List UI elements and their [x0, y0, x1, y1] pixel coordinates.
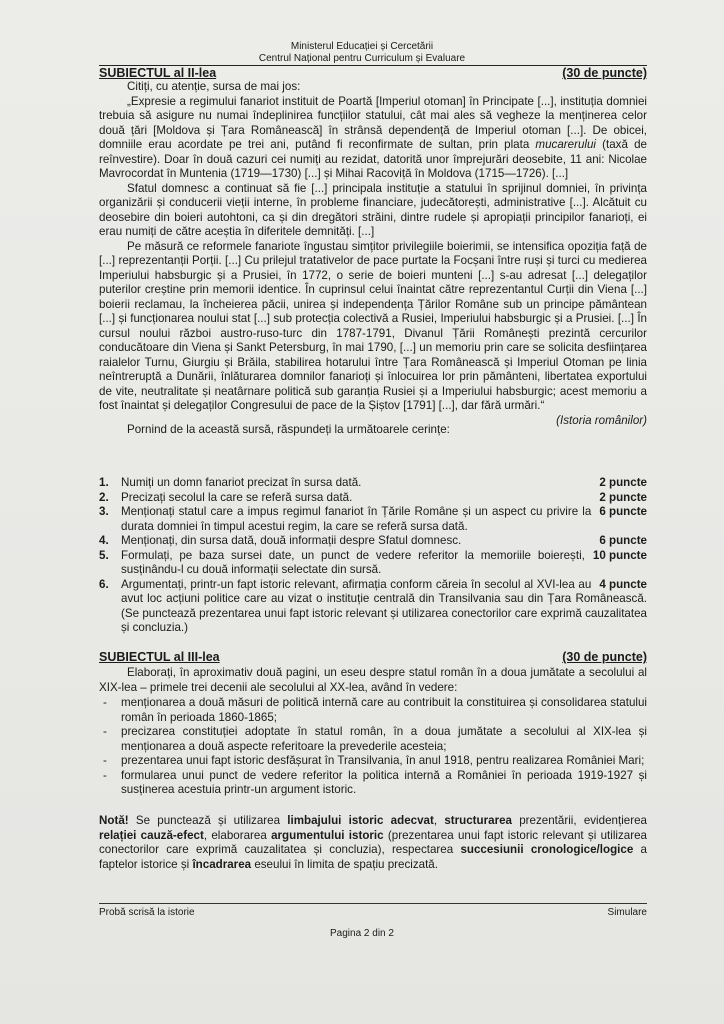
requirement-number: 3. — [99, 505, 109, 518]
requirement-item — [99, 505, 647, 534]
requirement-points: 4 puncte — [599, 577, 647, 591]
essay-bullet-text: prezentarea unui fapt istoric desfășurat în Transilvania, în anul 1918, pentru realizarea României Mari; — [121, 754, 645, 767]
bullet-dash: - — [103, 696, 107, 709]
bullet-dash: - — [103, 725, 107, 738]
essay-bullet-text: menționarea a două măsuri de politică internă care au contribuit la constituirea și consolidarea statului român în perioada 1860-1865; — [121, 696, 647, 724]
essay-intro: Elaborați, în aproximativ două pagini, un eseu despre statul român în a doua jumătate a secolului al XIX-lea – primele trei decenii ale secolului al XX-lea, având în vedere: — [99, 666, 647, 694]
center-header: Centrul Național pentru Curriculum și Evaluare — [258, 53, 466, 64]
source-text — [99, 80, 647, 437]
subject-3-points: (30 de puncte) — [562, 650, 647, 664]
requirement-points: 6 puncte — [599, 534, 647, 547]
requirement-number: 4. — [99, 534, 109, 547]
requirement-points: 10 puncte — [592, 548, 647, 562]
requirement-number: 5. — [99, 548, 109, 562]
bullet-dash: - — [103, 754, 107, 767]
instruction: Citiți, cu atenție, sursa de mai jos: — [127, 80, 301, 93]
requirement-item — [99, 549, 647, 578]
requirement-number: 2. — [99, 490, 109, 504]
requirement-points: 2 puncte — [599, 476, 647, 489]
footer-session: Simulare — [607, 907, 647, 918]
requirement-text: Argumentați, printr-un fapt istoric relevant, afirmația conform căreia în secolul al XVI-lea au avut loc acțiuni politice care au vizat o instituție centrală din Transilvania sau din Țara Românească. (Se punctează prezentarea unui fapt istoric relevant și utilizarea conectorilor care exprimă cauzalitatea și concluzia.) — [121, 577, 647, 634]
nota-label: Notă! — [99, 814, 129, 827]
requirement-text: Menționați, din sursa dată, două informații despre Sfatul domnesc. — [121, 534, 462, 547]
subject-2-title: SUBIECTUL al II-lea — [99, 66, 217, 80]
requirement-text: Formulați, pe baza sursei date, un punct de vedere referitor la memoriile boierești, susținându-l cu două informații selectate din sursă. — [121, 548, 585, 576]
requirement-item — [99, 578, 647, 636]
source-paragraph-1: „Expresie a regimului fanariot instituit de Poartă [Imperiul otoman] în Principate [...], instituția domniei trebuia să asigure nu numai îndeplinirea funcțiilor statului, cât mai ales să vegheze la menținerea celor două țări [Moldova și Țara Românească] în strânsă dependență de Imperiul otoman [...]. De obicei, domniile erau acordate pe trei ani, putând fi reconfirmate de sultan, prin plata mucarerului (taxă de reînvestire). Doar în două cazuri cei numiți au rezidat, datorită unor împrejurări deosebite, 11 ani: Nicolae Mavrocordat în Muntenia (1719—1730) [...] și Mihai Racoviță în Moldova (1715—1726). [...] — [99, 94, 647, 180]
essay-requirements — [99, 696, 647, 798]
essay-bullet-text: precizarea constituției adoptate în statul român, în a doua jumătate a secolului al XIX-lea și menționarea a două aspecte referitoare la prevederile acesteia; — [121, 725, 647, 753]
subject-2-title-row — [99, 66, 647, 80]
source-attribution: (Istoria românilor) — [556, 413, 647, 427]
requirement-item — [99, 476, 647, 491]
requirement-text: Precizați secolul la care se referă sursa dată. — [121, 490, 353, 504]
requirement-text: Numiți un domn fanariot precizat în sursa dată. — [121, 476, 362, 489]
requirement-item — [99, 491, 647, 506]
requirement-number: 6. — [99, 577, 109, 591]
requirement-points: 2 puncte — [599, 490, 647, 504]
source-paragraph-2: Sfatul domnesc a continuat să fie [...] principala instituție a statului în sprijinul domniei, în privința organizării și conducerii vieții interne, în probleme financiare, judecătorești, administrative [...]. Alcătuit cu deosebire din boieri autohtoni, ca și din dregători străini, dintre rudele și apropiații principilor fanarioți, ei erau numiți de către aceștia în diferitele demnități. [...] — [99, 181, 647, 238]
requirement-points: 6 puncte — [599, 505, 647, 518]
ministry-header: Ministerul Educației și Cercetării — [290, 41, 434, 52]
footer-exam-name: Probă scrisă la istorie — [99, 907, 195, 918]
nota-paragraph: Notă! Se punctează și utilizarea limbajului istoric adecvat, structurarea prezentării, evidențierea relației cauză-efect, elaborarea argumentului istoric (prezentarea unui fapt istoric relevant și utilizarea conectorilor care exprimă cauzalitatea și concluzia), respectarea succesiunii cronologice/logice a faptelor istorice și încadrarea eseului în limita de spațiu precizată. — [99, 814, 647, 871]
requirements-list — [99, 476, 647, 636]
subject-3-title: SUBIECTUL al III-lea — [99, 650, 220, 664]
requirement-text: Menționați statul care a impus regimul fanariot în Țările Române și un aspect cu privire la durata domniei în timpul acestui regim, la care se referă sursa dată. — [121, 505, 592, 533]
mucarer-term: mucarerului — [535, 138, 596, 151]
subject-3-title-row — [99, 650, 647, 664]
essay-bullet — [99, 769, 647, 798]
subject-2-points: (30 de puncte) — [562, 66, 647, 80]
prompt: Pornind de la această sursă, răspundeți la următoarele cerințe: — [127, 422, 450, 436]
page-number: Pagina 2 din 2 — [330, 928, 394, 939]
requirement-number: 1. — [99, 476, 109, 489]
essay-bullet — [99, 725, 647, 754]
requirement-item — [99, 534, 647, 549]
bullet-dash: - — [103, 768, 107, 782]
essay-bullet — [99, 754, 647, 769]
essay-bullet — [99, 696, 647, 725]
footer-rule — [99, 903, 647, 904]
source-paragraph-3: Pe măsură ce reformele fanariote îngustau simțitor privilegiile boierimii, se intensifica opoziția față de [...] reprezentanții Porții. [...] Cu prilejul tratativelor de pace purtate la Focșani între ruși și turci cu medierea Imperiului habsburgic și a Prusiei, în 1772, o serie de boieri munteni [...] s-au adresat [...] delegaților puterilor creștine prin memorii identice. În cuprinsul celui înaintat către reprezentantul Curții din Viena [...] boierii reclamau, la încheierea păcii, unirea și independența Țărilor Române sub un principe pământean [...] și funcționarea noului stat [...] sub protecția colectivă a Rusiei, Imperiului habsburgic și a Prusiei. [...] În cursul noului război austro-ruso-turc din 1787-1791, Divanul Țării Românești prezintă cercurilor conducătoare din Viena și Sankt Petersburg, în mai 1790, [...] un memoriu prin care se solicita desființarea raialelor Turnu, Giurgiu și Brăila, stabilirea hotarului între Țara Românească și Imperiul Otoman pe linia neîntreruptă a Dunării, înlăturarea domnilor fanarioți și înlocuirea lor prin pământeni, libertatea exportului de vite, neutralitate și neatârnare politică sub garanția Rusiei și a Imperiului habsburgic; acest memoriu a fost înaintat și delegaților Congresului de pace de la Șiștov [1791] [...], dar fără urmări.“ (Istoria românilor) — [99, 239, 647, 427]
essay-bullet-text: formularea unui punct de vedere referitor la politica internă a României în perioada 1919-1927 și susținerea acestuia printr-un argument istoric. — [121, 768, 647, 796]
